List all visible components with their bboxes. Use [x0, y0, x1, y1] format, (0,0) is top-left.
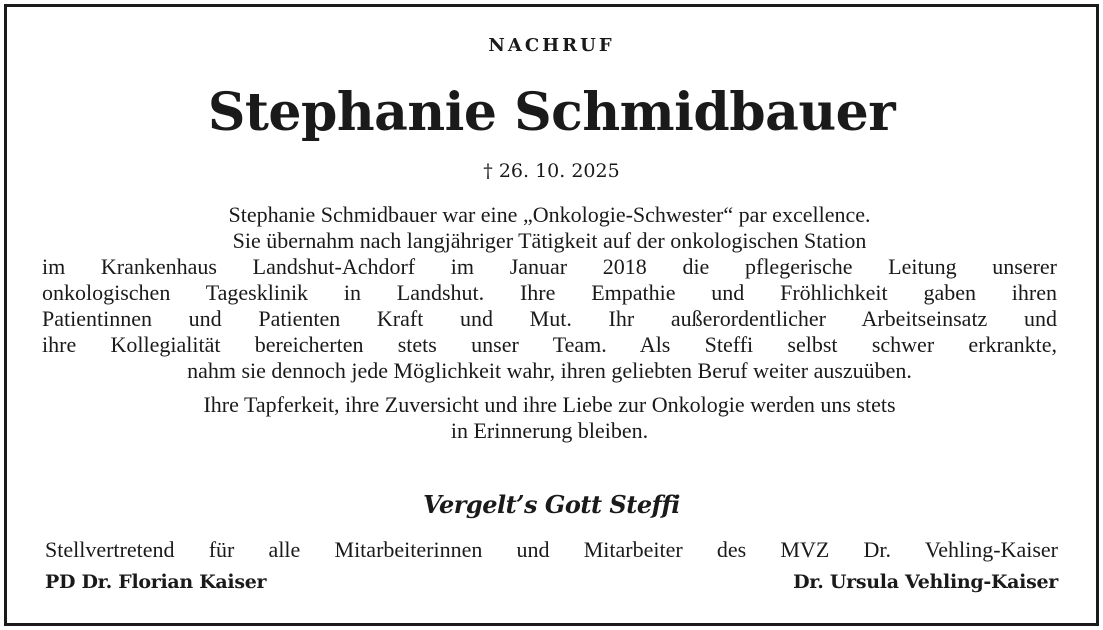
text-line: ihre Kollegialität bereicherten stets unser Team. Als Steffi selbst schwer erkrankte, — [42, 332, 1057, 357]
text-line: im Krankenhaus Landshut-Achdorf im Januar 2018 die pflegerische Leitung unserer — [42, 254, 1057, 279]
signer-left: PD Dr. Florian Kaiser — [45, 571, 267, 593]
paragraph-career — [42, 254, 1057, 384]
paragraph-remembrance — [42, 392, 1057, 444]
text-line: Sie übernahm nach langjähriger Tätigkeit auf der onkologischen Station — [232, 228, 867, 253]
notice-heading: NACHRUF — [488, 35, 615, 56]
death-date: † 26. 10. 2025 — [483, 160, 620, 182]
farewell-line: Vergelt’s Gott Steffi — [423, 490, 680, 519]
obituary-text — [42, 202, 1057, 444]
text-line: Ihre Tapferkeit, ihre Zuversicht und ihre Liebe zur Onkologie werden uns stets — [203, 392, 896, 417]
text-line: in Erinnerung bleiben. — [450, 418, 649, 443]
text-line: onkologischen Tagesklinik in Landshut. Ihre Empathie und Fröhlichkeit gaben ihren — [42, 280, 1057, 305]
text-line: nahm sie dennoch jede Möglichkeit wahr, ihren geliebten Beruf weiter auszuüben. — [187, 358, 912, 383]
signers — [45, 571, 1058, 593]
signer-right: Dr. Ursula Vehling-Kaiser — [793, 571, 1058, 593]
deceased-name: Stephanie Schmidbauer — [207, 82, 896, 143]
text-line: Stephanie Schmidbauer war eine „Onkologie-Schwester“ par excellence. — [228, 202, 871, 227]
text-line: Patientinnen und Patienten Kraft und Mut. Ihr außerordentlicher Arbeitseinsatz und — [42, 306, 1057, 331]
paragraph-tribute — [42, 202, 1057, 254]
signatory-line: Stellvertretend für alle Mitarbeiterinnen und Mitarbeiter des MVZ Dr. Vehling-Kaiser — [45, 537, 1058, 562]
